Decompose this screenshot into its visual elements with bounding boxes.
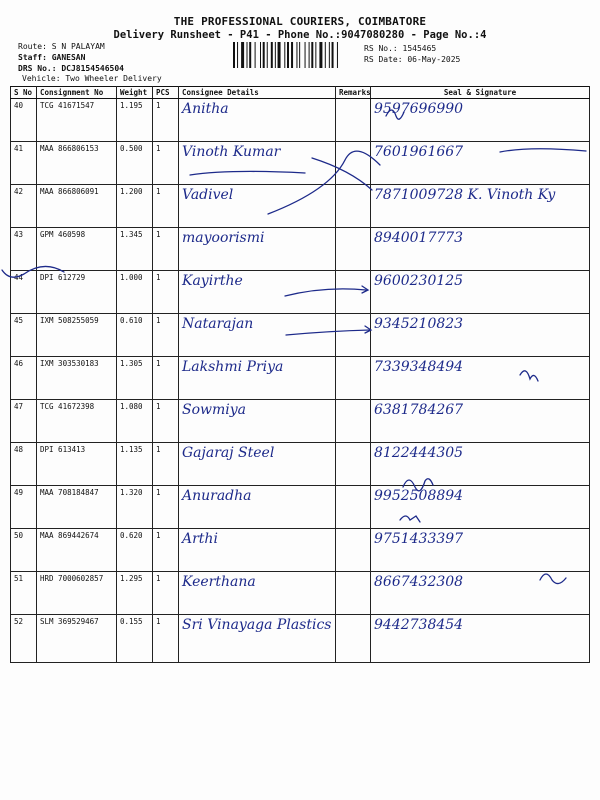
- cell-consignment: GPM 460598: [37, 228, 117, 271]
- cell-pcs: 1: [153, 271, 179, 314]
- barcode-bar: [325, 42, 326, 68]
- cell-consignment: SLM 369529467: [37, 615, 117, 663]
- table-row: [11, 572, 590, 615]
- cell-weight: 1.345: [117, 228, 153, 271]
- rs-no-label: RS No.: 1545465: [364, 44, 437, 53]
- cell-pcs: 1: [153, 185, 179, 228]
- cell-pcs: 1: [153, 314, 179, 357]
- cell-remarks: [336, 615, 371, 663]
- cell-consignee: Gajaraj Steel: [179, 443, 336, 486]
- cell-signature: 9345210823: [371, 314, 590, 357]
- cell-sno: 50: [11, 529, 37, 572]
- company-title: THE PROFESSIONAL COURIERS, COIMBATORE: [173, 15, 427, 28]
- cell-weight: 1.200: [117, 185, 153, 228]
- cell-consignee: Keerthana: [179, 572, 336, 615]
- vehicle-label: Vehicle: Two Wheeler Delivery: [22, 74, 162, 83]
- cell-weight: 0.500: [117, 142, 153, 185]
- cell-signature: 7339348494: [371, 357, 590, 400]
- cell-pcs: 1: [153, 400, 179, 443]
- cell-pcs: 1: [153, 99, 179, 142]
- cell-pcs: 1: [153, 357, 179, 400]
- runsheet-table: [10, 86, 590, 663]
- cell-remarks: [336, 486, 371, 529]
- table-row: [11, 400, 590, 443]
- cell-consignment: MAA 866806153: [37, 142, 117, 185]
- table-row: [11, 357, 590, 400]
- cell-signature: 9751433397: [371, 529, 590, 572]
- runsheet-meta-left: [18, 41, 124, 74]
- cell-remarks: [336, 443, 371, 486]
- barcode-bar: [260, 42, 261, 68]
- cell-weight: 1.080: [117, 400, 153, 443]
- cell-sno: 46: [11, 357, 37, 400]
- cell-signature: 8667432308: [371, 572, 590, 615]
- cell-sno: 49: [11, 486, 37, 529]
- col-header-remarks: Remarks: [336, 87, 371, 99]
- cell-consignment: DPI 613413: [37, 443, 117, 486]
- cell-remarks: [336, 99, 371, 142]
- cell-sno: 40: [11, 99, 37, 142]
- cell-signature: 8122444305: [371, 443, 590, 486]
- cell-signature: 9597696990: [371, 99, 590, 142]
- table-row: [11, 529, 590, 572]
- cell-pcs: 1: [153, 615, 179, 663]
- cell-consignment: MAA 869442674: [37, 529, 117, 572]
- staff-label: Staff: GANESAN: [18, 53, 86, 62]
- barcode-bar: [299, 42, 300, 68]
- cell-sno: 42: [11, 185, 37, 228]
- cell-consignment: HRD 7000602857: [37, 572, 117, 615]
- cell-weight: 1.135: [117, 443, 153, 486]
- cell-sno: 41: [11, 142, 37, 185]
- cell-pcs: 1: [153, 443, 179, 486]
- barcode-bar: [263, 42, 265, 68]
- cell-sno: 44: [11, 271, 37, 314]
- cell-consignee: Vinoth Kumar: [179, 142, 336, 185]
- col-header-consignee: Consignee Details: [179, 87, 336, 99]
- barcode-bar: [237, 42, 238, 68]
- cell-pcs: 1: [153, 228, 179, 271]
- cell-remarks: [336, 572, 371, 615]
- table-row: [11, 228, 590, 271]
- cell-sno: 43: [11, 228, 37, 271]
- table-row: [11, 443, 590, 486]
- runsheet-meta-right: [364, 43, 460, 65]
- cell-weight: 0.620: [117, 529, 153, 572]
- cell-weight: 1.000: [117, 271, 153, 314]
- cell-consignee: Lakshmi Priya: [179, 357, 336, 400]
- barcode-bar: [319, 42, 322, 68]
- cell-pcs: 1: [153, 529, 179, 572]
- cell-weight: 1.295: [117, 572, 153, 615]
- cell-weight: 1.320: [117, 486, 153, 529]
- table-row: [11, 314, 590, 357]
- table-row: [11, 271, 590, 314]
- cell-sno: 52: [11, 615, 37, 663]
- cell-remarks: [336, 400, 371, 443]
- cell-consignee: Sowmiya: [179, 400, 336, 443]
- cell-signature: 9952508894: [371, 486, 590, 529]
- cell-consignment: MAA 708184847: [37, 486, 117, 529]
- barcode-bar: [311, 42, 313, 68]
- cell-signature: 9442738454: [371, 615, 590, 663]
- cell-remarks: [336, 142, 371, 185]
- barcode: [233, 42, 360, 68]
- cell-signature: 7601961667: [371, 142, 590, 185]
- barcode-bar: [315, 42, 316, 68]
- cell-consignment: DPI 612729: [37, 271, 117, 314]
- barcode-bar: [332, 42, 334, 68]
- cell-weight: 1.195: [117, 99, 153, 142]
- cell-remarks: [336, 228, 371, 271]
- cell-consignee: Vadivel: [179, 185, 336, 228]
- barcode-bar: [249, 42, 251, 68]
- cell-sno: 47: [11, 400, 37, 443]
- cell-pcs: 1: [153, 486, 179, 529]
- barcode-bar: [291, 42, 293, 68]
- cell-sno: 51: [11, 572, 37, 615]
- cell-consignee: Kayirthe: [179, 271, 336, 314]
- barcode-bar: [287, 42, 289, 68]
- cell-pcs: 1: [153, 572, 179, 615]
- cell-pcs: 1: [153, 142, 179, 185]
- barcode-bar: [305, 42, 306, 68]
- cell-signature: 6381784267: [371, 400, 590, 443]
- table-row: [11, 486, 590, 529]
- barcode-bar: [275, 42, 276, 68]
- cell-consignment: IXM 303530183: [37, 357, 117, 400]
- cell-consignment: TCG 41672398: [37, 400, 117, 443]
- cell-consignee: mayoorismi: [179, 228, 336, 271]
- cell-consignee: Arthi: [179, 529, 336, 572]
- table-row: [11, 142, 590, 185]
- table-row: [11, 185, 590, 228]
- cell-sno: 45: [11, 314, 37, 357]
- cell-consignment: IXM 508255059: [37, 314, 117, 357]
- cell-remarks: [336, 271, 371, 314]
- cell-remarks: [336, 185, 371, 228]
- barcode-bar: [329, 42, 330, 68]
- rs-date-label: RS Date: 06-May-2025: [364, 55, 461, 64]
- cell-remarks: [336, 314, 371, 357]
- col-header-signature: Seal & Signature: [371, 87, 590, 99]
- barcode-bar: [309, 42, 310, 68]
- cell-weight: 0.155: [117, 615, 153, 663]
- cell-signature: 7871009728 K. Vinoth Ky: [371, 185, 590, 228]
- cell-signature: 8940017773: [371, 228, 590, 271]
- barcode-bar: [296, 42, 297, 68]
- barcode-bar: [267, 42, 268, 68]
- cell-signature: 9600230125: [371, 271, 590, 314]
- barcode-bar: [278, 42, 281, 68]
- cell-weight: 0.610: [117, 314, 153, 357]
- cell-consignee: Anitha: [179, 99, 336, 142]
- barcode-bar: [247, 42, 248, 68]
- cell-consignee: Natarajan: [179, 314, 336, 357]
- barcode-bar: [255, 42, 256, 68]
- drs-label: DRS No.: DCJ8154546504: [18, 64, 124, 73]
- cell-weight: 1.305: [117, 357, 153, 400]
- route-label: Route: S N PALAYAM: [18, 42, 105, 51]
- cell-consignment: TCG 41671547: [37, 99, 117, 142]
- cell-consignee: Sri Vinayaga Plastics: [179, 615, 336, 663]
- cell-consignment: MAA 866806091: [37, 185, 117, 228]
- cell-remarks: [336, 529, 371, 572]
- cell-consignee: Anuradha: [179, 486, 336, 529]
- barcode-bar: [271, 42, 273, 68]
- cell-sno: 48: [11, 443, 37, 486]
- barcode-bar: [241, 42, 244, 68]
- barcode-bar: [284, 42, 285, 68]
- runsheet-subtitle: Delivery Runsheet - P41 - Phone No.:9047080280 - Page No.:4: [113, 29, 487, 41]
- table-row: [11, 615, 590, 663]
- table-row: [11, 99, 590, 142]
- col-header-consignment: Consignment No: [37, 87, 117, 99]
- col-header-sno: S No: [11, 87, 37, 99]
- col-header-weight: Weight: [117, 87, 153, 99]
- barcode-bar: [233, 42, 235, 68]
- barcode-bar: [337, 42, 338, 68]
- col-header-pcs: PCS: [153, 87, 179, 99]
- table-header-row: [11, 87, 590, 99]
- cell-remarks: [336, 357, 371, 400]
